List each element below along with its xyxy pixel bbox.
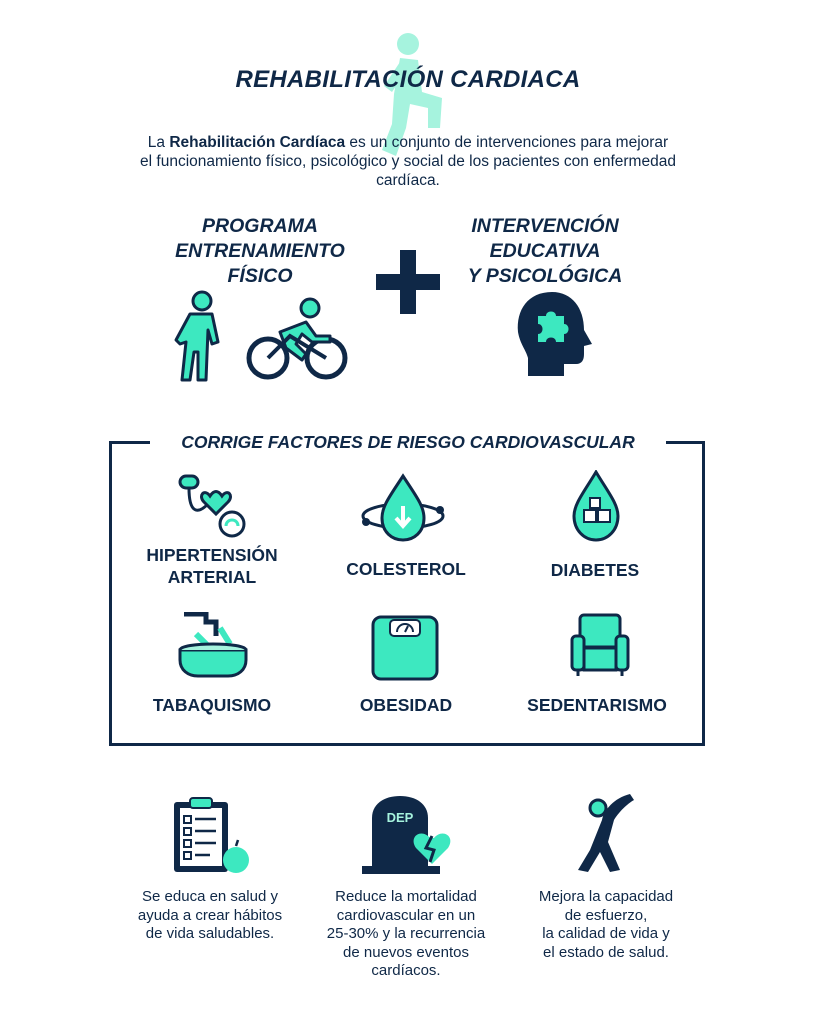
tombstone-heart-icon xyxy=(360,794,460,876)
head-puzzle-icon xyxy=(512,288,596,380)
benefit-mortality-text: Reduce la mortalidad cardiovascular en un 25-30% y la recurrencia de nuevos eventos cardíacos. xyxy=(326,888,486,979)
risk-factors-heading: CORRIGE FACTORES DE RIESGO CARDIOVASCULAR xyxy=(150,431,666,453)
clipboard-apple-icon xyxy=(170,796,254,876)
cyclist-icon xyxy=(246,296,348,382)
stretching-person-icon xyxy=(574,790,636,874)
plus-icon xyxy=(376,250,440,314)
factor-sedentarism-label: SEDENTARISMO xyxy=(527,695,667,715)
benefit-education-text: Se educa en salud y ayuda a crear hábitos de vida saludables. xyxy=(137,888,283,942)
physical-program-heading: PROGRAMA ENTRENAMIENTO FÍSICO xyxy=(175,215,345,287)
intro-paragraph: La Rehabilitación Cardíaca es un conjunto de intervenciones para mejorar el funcionamiento físico, psicológico y social de los pacientes con enfermedad cardíaca. xyxy=(140,134,676,189)
educational-intervention-heading: INTERVENCIÓN EDUCATIVA Y PSICOLÓGICA xyxy=(467,215,623,287)
armchair-icon xyxy=(570,612,630,678)
benefit-capacity-text: Mejora la capacidad de esfuerzo, la calidad de vida y el estado de salud. xyxy=(538,888,674,961)
factor-hypertension-label: HIPERTENSIÓN ARTERIAL xyxy=(146,545,278,587)
blood-pressure-icon xyxy=(178,474,250,540)
factor-diabetes-label: DIABETES xyxy=(550,560,640,580)
factor-obesity-label: OBESIDAD xyxy=(359,695,453,715)
factor-smoking-label: TABAQUISMO xyxy=(152,695,272,715)
tombstone-text: DEP xyxy=(386,810,414,825)
walking-person-icon xyxy=(172,290,228,382)
page-title: REHABILITACIÓN CARDIACA xyxy=(235,66,581,93)
cholesterol-drop-icon xyxy=(360,472,446,544)
diabetes-drop-icon xyxy=(568,470,624,542)
factor-cholesterol-label: COLESTEROL xyxy=(346,559,466,579)
ashtray-icon xyxy=(176,612,250,680)
scale-icon xyxy=(370,614,440,682)
intro-bold-term: Rehabilitación Cardíaca xyxy=(169,134,346,151)
